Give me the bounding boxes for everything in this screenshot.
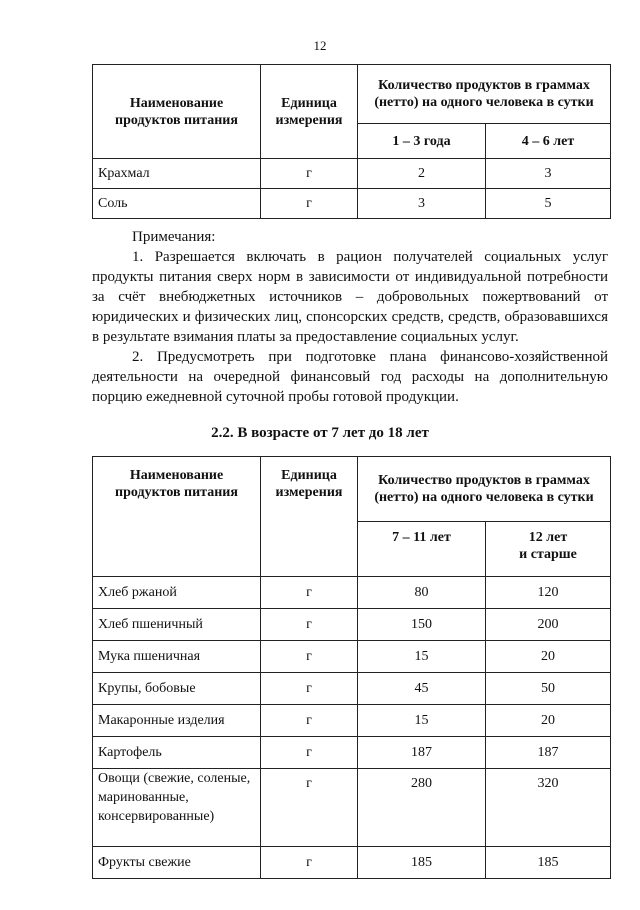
product-unit: г <box>261 769 358 847</box>
page-number: 12 <box>313 38 327 53</box>
table-row <box>93 641 611 673</box>
note-item-1: 1. Разрешается включать в рацион получателей социальных услуг продукты питания сверх норм в зависимости от индивидуальной потребности за счёт внебюджетных источников – добровольных пожертвований от юридических и физических лиц, спонсорских средств, средств, образовавшихся в результате взимания платы за предоставление социальных услуг. <box>92 249 608 345</box>
value-age-a: 45 <box>358 673 486 705</box>
product-unit: г <box>261 673 358 705</box>
product-name: Картофель <box>93 737 261 769</box>
food-norms-table-1-6 <box>92 64 611 219</box>
notes-block <box>92 227 608 407</box>
header-unit: Единица измерения <box>261 457 358 577</box>
value-age-b: 200 <box>486 609 611 641</box>
value-age-a: 2 <box>358 159 486 189</box>
value-age-b: 20 <box>486 705 611 737</box>
product-unit: г <box>261 847 358 879</box>
product-unit: г <box>261 737 358 769</box>
product-name: Хлеб пшеничный <box>93 609 261 641</box>
table-header-row <box>93 457 611 522</box>
table-row <box>93 189 611 219</box>
product-name: Хлеб ржаной <box>93 577 261 609</box>
note-item-2: 2. Предусмотреть при подготовке плана финансово-хозяйственной деятельности на очередной финансовый год расходы на дополнительную порцию ежедневной суточной пробы готовой продукции. <box>92 349 608 405</box>
value-age-b: 187 <box>486 737 611 769</box>
product-name: Мука пшеничная <box>93 641 261 673</box>
table-row <box>93 673 611 705</box>
header-quantity: Количество продуктов в граммах (нетто) на одного человека в сутки <box>358 457 611 522</box>
value-age-b: 20 <box>486 641 611 673</box>
value-age-a: 3 <box>358 189 486 219</box>
product-name: Соль <box>93 189 261 219</box>
value-age-b: 120 <box>486 577 611 609</box>
header-age-12-plus <box>486 522 611 577</box>
header-quantity: Количество продуктов в граммах (нетто) на одного человека в сутки <box>358 65 611 124</box>
product-name: Фрукты свежие <box>93 847 261 879</box>
product-name: Макаронные изделия <box>93 705 261 737</box>
value-age-a: 185 <box>358 847 486 879</box>
value-age-b: 50 <box>486 673 611 705</box>
value-age-b: 320 <box>486 769 611 847</box>
food-norms-table-7-18 <box>92 456 611 879</box>
table-row <box>93 847 611 879</box>
product-name: Крахмал <box>93 159 261 189</box>
value-age-a: 15 <box>358 641 486 673</box>
section-title: 2.2. В возрасте от 7 лет до 18 лет <box>211 425 429 441</box>
value-age-b: 185 <box>486 847 611 879</box>
table-row <box>93 577 611 609</box>
value-age-a: 187 <box>358 737 486 769</box>
table-row <box>93 769 611 847</box>
header-unit: Единица измерения <box>261 65 358 159</box>
age-line-1: 12 лет <box>528 530 568 545</box>
table-header-row <box>93 65 611 124</box>
header-product-name: Наименование продуктов питания <box>93 65 261 159</box>
table-row <box>93 609 611 641</box>
value-age-b: 5 <box>486 189 611 219</box>
product-unit: г <box>261 577 358 609</box>
header-age-4-6: 4 – 6 лет <box>486 124 611 159</box>
product-name: Крупы, бобовые <box>93 673 261 705</box>
age-line-2: и старше <box>519 547 577 562</box>
product-unit: г <box>261 159 358 189</box>
product-unit: г <box>261 705 358 737</box>
notes-heading: Примечания: <box>132 229 216 245</box>
product-unit: г <box>261 641 358 673</box>
product-name: Овощи (свежие, соленые, маринованные, консервированные) <box>93 769 261 847</box>
product-unit: г <box>261 609 358 641</box>
product-unit: г <box>261 189 358 219</box>
value-age-a: 280 <box>358 769 486 847</box>
value-age-a: 80 <box>358 577 486 609</box>
header-age-7-11: 7 – 11 лет <box>358 522 486 577</box>
table-row <box>93 705 611 737</box>
value-age-b: 3 <box>486 159 611 189</box>
table-row <box>93 159 611 189</box>
value-age-a: 15 <box>358 705 486 737</box>
header-product-name: Наименование продуктов питания <box>93 457 261 577</box>
table-row <box>93 737 611 769</box>
header-age-1-3: 1 – 3 года <box>358 124 486 159</box>
value-age-a: 150 <box>358 609 486 641</box>
